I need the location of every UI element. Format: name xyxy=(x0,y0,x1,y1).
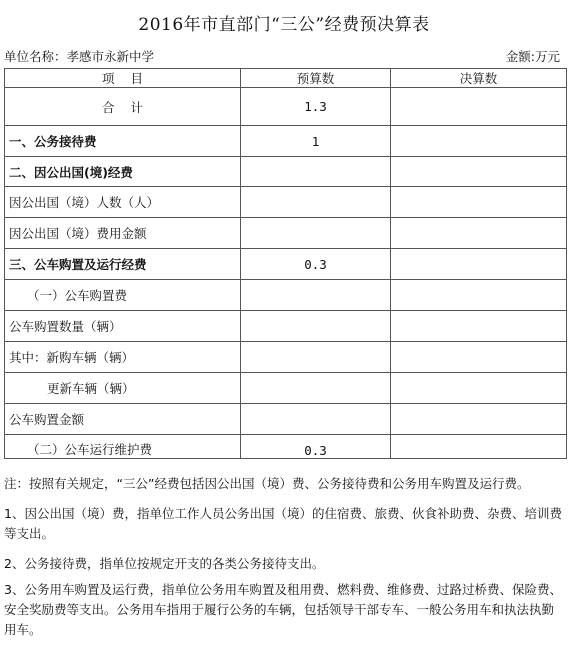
note-3: 3、公务用车购置及运行费，指单位公务用车购置及租用费、燃料费、维修费、过路过桥费、保险费、安全奖励费等支出。公务用车指用于履行公务的车辆，包括领导干部专车、一般公务用车和执法执勤用车。 xyxy=(4,582,562,637)
table-row-total xyxy=(5,88,567,126)
table-row-vehicle-purchase xyxy=(5,280,567,311)
page-title: 2016年市直部门“三公”经费预决算表 xyxy=(138,15,430,35)
budget-value: 1 xyxy=(241,126,391,157)
table-row-new-vehicles xyxy=(5,342,567,373)
final-value xyxy=(391,88,567,126)
row-label: （二）公车运行维护费 xyxy=(5,435,241,459)
table-row-vehicle-amount xyxy=(5,404,567,435)
table-row-abroad-amount xyxy=(5,218,567,249)
table-row-vehicle xyxy=(5,249,567,280)
table-row-replaced-vehicles xyxy=(5,373,567,404)
budget-value xyxy=(241,157,391,187)
budget-value xyxy=(241,373,391,404)
note-1: 1、因公出国（境）费，指单位工作人员公务出国（境）的住宿费、旅费、伙食补助费、杂费、培训费等支出。 xyxy=(4,506,562,541)
budget-value xyxy=(241,187,391,218)
final-value xyxy=(391,280,567,311)
row-label: 公车购置数量（辆） xyxy=(5,311,241,342)
final-value xyxy=(391,404,567,435)
budget-value xyxy=(241,404,391,435)
header-item: 项 目 xyxy=(5,69,241,88)
note-intro: 注：按照有关规定，“三公”经费包括因公出国（境）费、公务接待费和公务用车购置及运行费。 xyxy=(4,476,530,491)
table-row-vehicle-operation xyxy=(5,435,567,459)
table-row-abroad-people xyxy=(5,187,567,218)
unit-name-label: 单位名称：孝感市永新中学 xyxy=(4,49,155,64)
final-value xyxy=(391,187,567,218)
amount-unit-label: 金额:万元 xyxy=(505,49,560,64)
budget-value xyxy=(241,311,391,342)
budget-value: 0.3 xyxy=(241,435,391,459)
budget-value xyxy=(241,342,391,373)
final-value xyxy=(391,126,567,157)
row-label: 其中：新购车辆（辆） xyxy=(5,342,241,373)
row-label: 因公出国（境）费用金额 xyxy=(5,218,241,249)
row-label: 二、因公出国(境)经费 xyxy=(5,157,241,187)
final-value xyxy=(391,311,567,342)
row-label: （一）公车购置费 xyxy=(5,280,241,311)
table-row-reception xyxy=(5,126,567,157)
table-header-row xyxy=(5,69,567,88)
final-value xyxy=(391,373,567,404)
budget-value xyxy=(241,218,391,249)
notes-section xyxy=(4,474,564,650)
final-value xyxy=(391,435,567,459)
row-label: 合 计 xyxy=(5,88,241,126)
note-2: 2、公务接待费，指单位按规定开支的各类公务接待支出。 xyxy=(4,556,325,571)
final-value xyxy=(391,218,567,249)
row-label: 一、公务接待费 xyxy=(5,126,241,157)
final-value xyxy=(391,157,567,187)
final-value xyxy=(391,249,567,280)
final-value xyxy=(391,342,567,373)
row-label: 三、公车购置及运行经费 xyxy=(5,249,241,280)
budget-value: 0.3 xyxy=(241,249,391,280)
budget-value xyxy=(241,280,391,311)
row-label: 公车购置金额 xyxy=(5,404,241,435)
row-label: 更新车辆（辆） xyxy=(5,373,241,404)
table-row-vehicle-count xyxy=(5,311,567,342)
header-budget: 预算数 xyxy=(241,69,391,88)
table-row-abroad xyxy=(5,157,567,187)
header-final: 决算数 xyxy=(391,69,567,88)
three-public-expenses-table xyxy=(4,68,567,459)
row-label: 因公出国（境）人数（人） xyxy=(5,187,241,218)
budget-value: 1.3 xyxy=(241,88,391,126)
